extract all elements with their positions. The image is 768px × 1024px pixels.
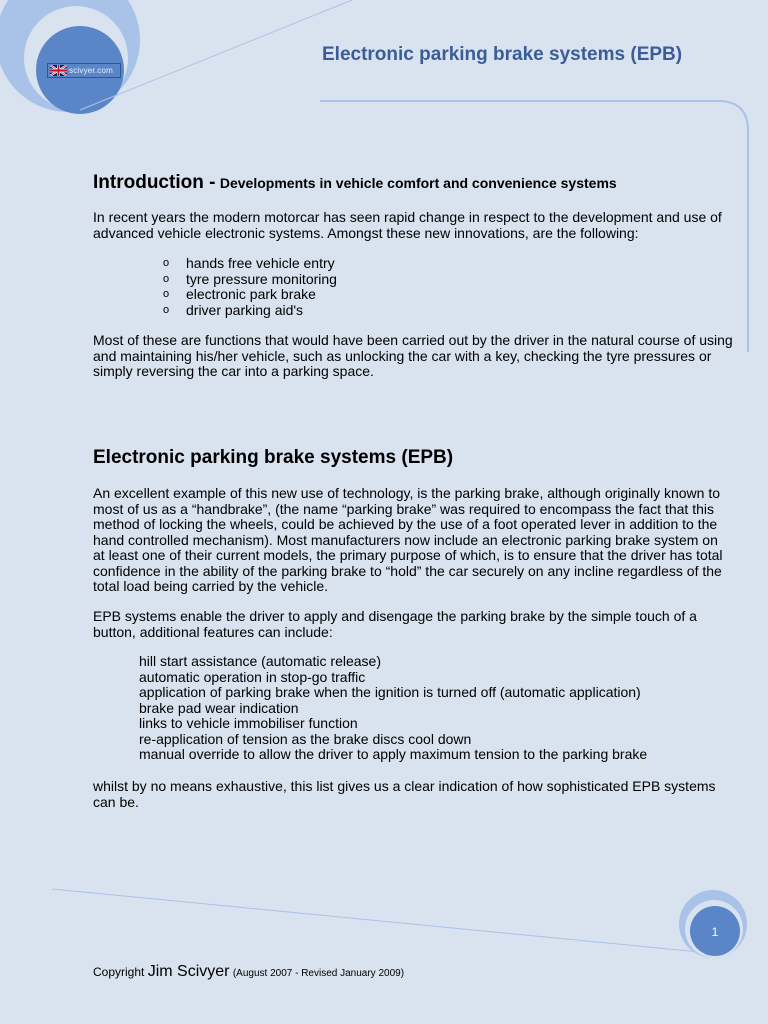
intro-paragraph-2: Most of these are functions that would have been carried out by the driver in the natural course of using and maintaining his/her vehicle, such as unlocking the car with a key, checking the tyre pressures or simply reversing the car into a parking space. <box>93 332 733 379</box>
list-item: brake pad wear indication <box>139 699 299 716</box>
epb-paragraph-2: EPB systems enable the driver to apply and disengage the parking brake by the simple touch of a button, additional features can include: <box>93 608 697 640</box>
innovation-list <box>163 256 337 318</box>
list-item-text: tyre pressure monitoring <box>186 270 337 287</box>
list-item <box>163 303 337 319</box>
list-item <box>163 287 337 303</box>
intro-heading-title: Introduction - <box>93 172 216 193</box>
list-item-text: driver parking aid's <box>186 301 304 318</box>
bullet-mark: o <box>163 257 170 269</box>
footer-copyright <box>93 963 404 981</box>
epb-heading: Electronic parking brake systems (EPB) <box>93 447 454 468</box>
list-item-text: electronic park brake <box>186 286 316 302</box>
footer-diagonal-line <box>52 889 710 953</box>
logo-text: scivyer.com <box>69 66 113 75</box>
list-item <box>163 272 337 288</box>
list-item: manual override to allow the driver to apply maximum tension to the parking brake <box>139 746 648 762</box>
list-item-text: hands free vehicle entry <box>186 255 335 271</box>
list-item: re-application of tension as the brake discs cool down <box>139 730 472 747</box>
page-number: 1 <box>711 925 719 939</box>
epb-paragraph-3: whilst by no means exhaustive, this list gives us a clear indication of how sophisticated EPB systems can be. <box>93 778 716 810</box>
list-item: automatic operation in stop-go traffic <box>139 668 366 685</box>
epb-feature-list <box>139 654 647 763</box>
bullet-mark: o <box>163 272 170 285</box>
uk-flag-icon <box>50 65 67 76</box>
page-title: Electronic parking brake systems (EPB) <box>322 44 683 65</box>
list-item: links to vehicle immobiliser function <box>139 715 358 731</box>
intro-heading-subtitle: Developments in vehicle comfort and convenience systems <box>219 175 617 191</box>
bullet-mark: o <box>163 288 170 300</box>
intro-heading <box>93 172 617 194</box>
author-name: Jim Scivyer <box>147 963 230 980</box>
list-item <box>163 256 337 272</box>
copyright-label: Copyright <box>93 965 145 979</box>
list-item: application of parking brake when the ignition is turned off (automatic application) <box>139 684 641 700</box>
site-logo[interactable] <box>47 63 121 78</box>
intro-paragraph-1: In recent years the modern motorcar has seen rapid change in respect to the development and use of advanced vehicle electronic systems. Amongst these new innovations, are the following: <box>93 209 722 241</box>
bullet-mark: o <box>163 303 170 316</box>
revision-date: (August 2007 - Revised January 2009) <box>232 968 405 979</box>
list-item: hill start assistance (automatic release) <box>139 653 381 669</box>
epb-paragraph-1: An excellent example of this new use of technology, is the parking brake, although originally known to most of us as a “handbrake”, (the name “parking brake” was required to encompass the fact that this method of locking the wheels, could be achieved by the use of a foot operated lever in addition to the hand controlled mechanism). Most manufacturers now include an electronic parking brake system on at least one of their current models, the primary purpose of which, is to ensure that the driver has total confidence in the ability of the parking brake to “hold” the car securely on any incline regardless of the total load being carried by the vehicle. <box>93 485 723 594</box>
